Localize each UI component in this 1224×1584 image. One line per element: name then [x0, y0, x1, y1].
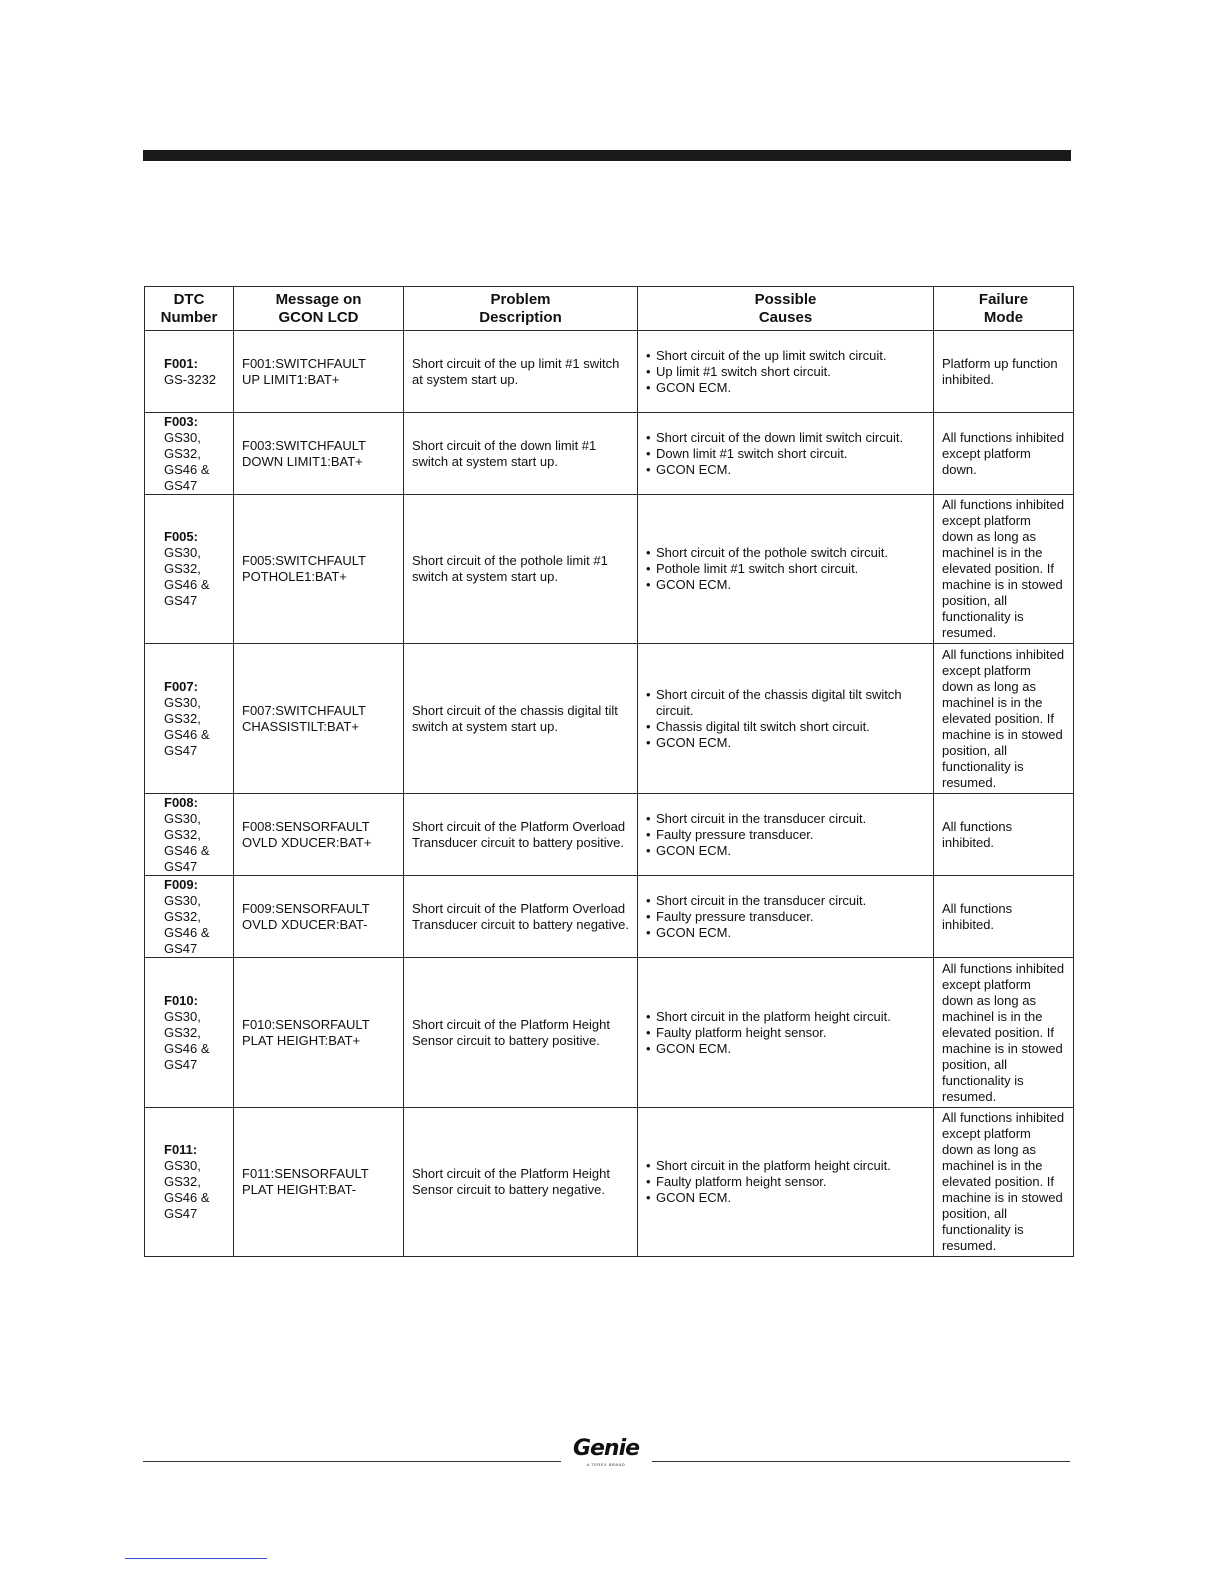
- lcd-message-line: PLAT HEIGHT:BAT-: [242, 1182, 357, 1197]
- cause-item: • Short circuit in the transducer circuit.: [646, 893, 925, 909]
- dtc-model: GS47: [164, 593, 198, 608]
- dtc-model: GS47: [164, 858, 198, 874]
- dtc-model: GS46 &: [164, 842, 210, 858]
- cause-item: • Short circuit of the pothole switch circuit.: [646, 545, 925, 561]
- possible-causes-cell: [638, 876, 934, 958]
- dtc-model: GS30,: [164, 892, 201, 908]
- dtc-model: GS30,: [164, 1158, 201, 1173]
- dtc-model: GS32,: [164, 445, 201, 461]
- lcd-message-line: F003:SWITCHFAULT: [242, 437, 367, 453]
- lcd-message-cell: [234, 495, 404, 644]
- cause-item: • Faulty platform height sensor.: [646, 1174, 925, 1190]
- dtc-model: GS32,: [164, 908, 201, 924]
- problem-description-cell: Short circuit of the chassis digital tilt switch at system start up.: [404, 644, 638, 794]
- lcd-message-line: F010:SENSORFAULT: [242, 1016, 370, 1032]
- cause-item: • GCON ECM.: [646, 577, 925, 593]
- dtc-code: F003:: [164, 413, 198, 429]
- header-problem: Problem Description: [404, 287, 638, 331]
- lcd-message-cell: [234, 958, 404, 1108]
- lcd-message-line: OVLD XDUCER:BAT+: [242, 834, 372, 850]
- cause-item: • GCON ECM.: [646, 1190, 925, 1206]
- lcd-message-cell: [234, 1108, 404, 1257]
- header-dtc: DTC Number: [145, 287, 234, 331]
- dtc-model: GS47: [164, 477, 198, 493]
- causes-list: [646, 545, 925, 593]
- table-row: [145, 958, 1074, 1108]
- lcd-message-line: PLAT HEIGHT:BAT+: [242, 1032, 361, 1048]
- dtc-model: GS32,: [164, 1174, 201, 1189]
- lcd-message-cell: [234, 876, 404, 958]
- dtc-model: GS32,: [164, 561, 201, 576]
- failure-mode-cell: All functions inhibited except platform down as long as machinel is in the elevated position. If machine is in stowed position, all functionality is resumed.: [934, 644, 1074, 794]
- brand-tagline: A TEREX BRAND: [586, 1462, 626, 1467]
- footer-rule-right: [652, 1461, 1070, 1462]
- dtc-model: GS-3232: [164, 371, 217, 387]
- lcd-message-line: F011:SENSORFAULT: [242, 1166, 369, 1181]
- cause-item: • Short circuit of the down limit switch circuit.: [646, 430, 925, 446]
- problem-description-cell: Short circuit of the Platform Overload Transducer circuit to battery negative.: [404, 876, 638, 958]
- table-row: [145, 495, 1074, 644]
- dtc-model: GS46 &: [164, 1190, 210, 1205]
- cause-item: • Down limit #1 switch short circuit.: [646, 446, 925, 462]
- header-mode: Failure Mode: [934, 287, 1074, 331]
- cause-item: • Short circuit in the platform height circuit.: [646, 1158, 925, 1174]
- possible-causes-cell: [638, 1108, 934, 1257]
- problem-description-cell: Short circuit of the Platform Height Sensor circuit to battery negative.: [404, 1108, 638, 1257]
- dtc-model: GS47: [164, 742, 198, 758]
- table-row: [145, 413, 1074, 495]
- failure-mode-cell: All functions inhibited.: [934, 794, 1074, 876]
- table-header-row: [145, 287, 1074, 331]
- dtc-model: GS46 &: [164, 577, 210, 592]
- lcd-message-line: F001:SWITCHFAULT: [242, 355, 367, 371]
- dtc-number-cell: [145, 644, 234, 794]
- dtc-code: F010:: [164, 992, 198, 1008]
- dtc-model: GS47: [164, 1206, 198, 1221]
- causes-list: [646, 687, 925, 751]
- possible-causes-cell: [638, 331, 934, 413]
- dtc-number-cell: [145, 958, 234, 1108]
- header-rule: [143, 150, 1071, 161]
- lcd-message-line: POTHOLE1:BAT+: [242, 569, 347, 584]
- dtc-model: GS30,: [164, 429, 201, 445]
- failure-mode-cell: All functions inhibited except platform down as long as machinel is in the elevated position. If machine is in stowed position, all functionality is resumed.: [934, 1108, 1074, 1257]
- cause-item: • Chassis digital tilt switch short circuit.: [646, 719, 925, 735]
- table-row: [145, 1108, 1074, 1257]
- dtc-code: F009:: [164, 876, 198, 892]
- table-row: [145, 876, 1074, 958]
- cause-item: • Faulty platform height sensor.: [646, 1025, 925, 1041]
- cause-item: • Pothole limit #1 switch short circuit.: [646, 561, 925, 577]
- dtc-model: GS46 &: [164, 726, 210, 742]
- possible-causes-cell: [638, 794, 934, 876]
- cause-item: • Faulty pressure transducer.: [646, 909, 925, 925]
- possible-causes-cell: [638, 644, 934, 794]
- failure-mode-cell: All functions inhibited except platform down as long as machinel is in the elevated position. If machine is in stowed position, all functionality is resumed.: [934, 495, 1074, 644]
- cause-item: • Up limit #1 switch short circuit.: [646, 364, 925, 380]
- causes-list: [646, 893, 925, 941]
- problem-description-cell: Short circuit of the Platform Height Sensor circuit to battery positive.: [404, 958, 638, 1108]
- problem-description-cell: Short circuit of the down limit #1 switch at system start up.: [404, 413, 638, 495]
- dtc-number-cell: [145, 495, 234, 644]
- dtc-model: GS32,: [164, 826, 201, 842]
- dtc-table-body: [145, 331, 1074, 1257]
- dtc-number-cell: [145, 331, 234, 413]
- cause-item: • GCON ECM.: [646, 843, 925, 859]
- dtc-model: GS46 &: [164, 924, 210, 940]
- lcd-message-line: DOWN LIMIT1:BAT+: [242, 453, 363, 469]
- cause-item: • Short circuit in the transducer circuit.: [646, 811, 925, 827]
- lcd-message-line: UP LIMIT1:BAT+: [242, 371, 340, 387]
- dtc-model: GS30,: [164, 694, 201, 710]
- problem-description-cell: Short circuit of the up limit #1 switch at system start up.: [404, 331, 638, 413]
- dtc-code: F005:: [164, 529, 198, 544]
- lcd-message-line: F007:SWITCHFAULT: [242, 702, 367, 718]
- footer-rule-left: [143, 1461, 561, 1462]
- causes-list: [646, 1158, 925, 1206]
- dtc-model: GS30,: [164, 1008, 201, 1024]
- header-causes: Possible Causes: [638, 287, 934, 331]
- cause-item: • Short circuit of the chassis digital tilt switch circuit.: [646, 687, 925, 719]
- problem-description-cell: Short circuit of the Platform Overload Transducer circuit to battery positive.: [404, 794, 638, 876]
- lcd-message-line: F009:SENSORFAULT: [242, 900, 370, 916]
- cause-item: • GCON ECM.: [646, 1041, 925, 1057]
- problem-description-cell: Short circuit of the pothole limit #1 switch at system start up.: [404, 495, 638, 644]
- lcd-message-cell: [234, 644, 404, 794]
- possible-causes-cell: [638, 958, 934, 1108]
- lcd-message-cell: [234, 794, 404, 876]
- failure-mode-cell: All functions inhibited except platform down.: [934, 413, 1074, 495]
- header-message: Message on GCON LCD: [234, 287, 404, 331]
- lcd-message-cell: [234, 413, 404, 495]
- lcd-message-line: F005:SWITCHFAULT: [242, 553, 367, 568]
- causes-list: [646, 811, 925, 859]
- page-link-underline: [125, 1558, 267, 1559]
- dtc-model: GS32,: [164, 710, 201, 726]
- dtc-model: GS30,: [164, 810, 201, 826]
- dtc-number-cell: [145, 413, 234, 495]
- brand-wordmark: Genie: [572, 1436, 640, 1461]
- possible-causes-cell: [638, 413, 934, 495]
- lcd-message-line: OVLD XDUCER:BAT-: [242, 916, 368, 932]
- cause-item: • GCON ECM.: [646, 380, 925, 396]
- cause-item: • GCON ECM.: [646, 925, 925, 941]
- dtc-model: GS46 &: [164, 1040, 210, 1056]
- cause-item: • GCON ECM.: [646, 735, 925, 751]
- table-row: [145, 331, 1074, 413]
- failure-mode-cell: Platform up function inhibited.: [934, 331, 1074, 413]
- dtc-table: [144, 286, 1074, 1257]
- causes-list: [646, 1009, 925, 1057]
- table-row: [145, 644, 1074, 794]
- dtc-model: GS30,: [164, 545, 201, 560]
- dtc-model: GS32,: [164, 1024, 201, 1040]
- dtc-code: F011:: [164, 1142, 198, 1157]
- brand-logo: [568, 1436, 644, 1470]
- possible-causes-cell: [638, 495, 934, 644]
- dtc-model: GS47: [164, 1056, 198, 1072]
- cause-item: • Faulty pressure transducer.: [646, 827, 925, 843]
- dtc-code: F007:: [164, 678, 198, 694]
- cause-item: • Short circuit in the platform height circuit.: [646, 1009, 925, 1025]
- failure-mode-cell: All functions inhibited except platform down as long as machinel is in the elevated position. If machine is in stowed position, all functionality is resumed.: [934, 958, 1074, 1108]
- cause-item: • Short circuit of the up limit switch circuit.: [646, 348, 925, 364]
- causes-list: [646, 430, 925, 478]
- dtc-number-cell: [145, 1108, 234, 1257]
- dtc-number-cell: [145, 794, 234, 876]
- table-row: [145, 794, 1074, 876]
- lcd-message-cell: [234, 331, 404, 413]
- dtc-code: F008:: [164, 794, 198, 810]
- dtc-number-cell: [145, 876, 234, 958]
- cause-item: • GCON ECM.: [646, 462, 925, 478]
- lcd-message-line: CHASSISTILT:BAT+: [242, 718, 359, 734]
- dtc-model: GS46 &: [164, 461, 210, 477]
- dtc-model: GS47: [164, 940, 198, 956]
- lcd-message-line: F008:SENSORFAULT: [242, 818, 370, 834]
- dtc-code: F001:: [164, 355, 198, 371]
- causes-list: [646, 348, 925, 396]
- failure-mode-cell: All functions inhibited.: [934, 876, 1074, 958]
